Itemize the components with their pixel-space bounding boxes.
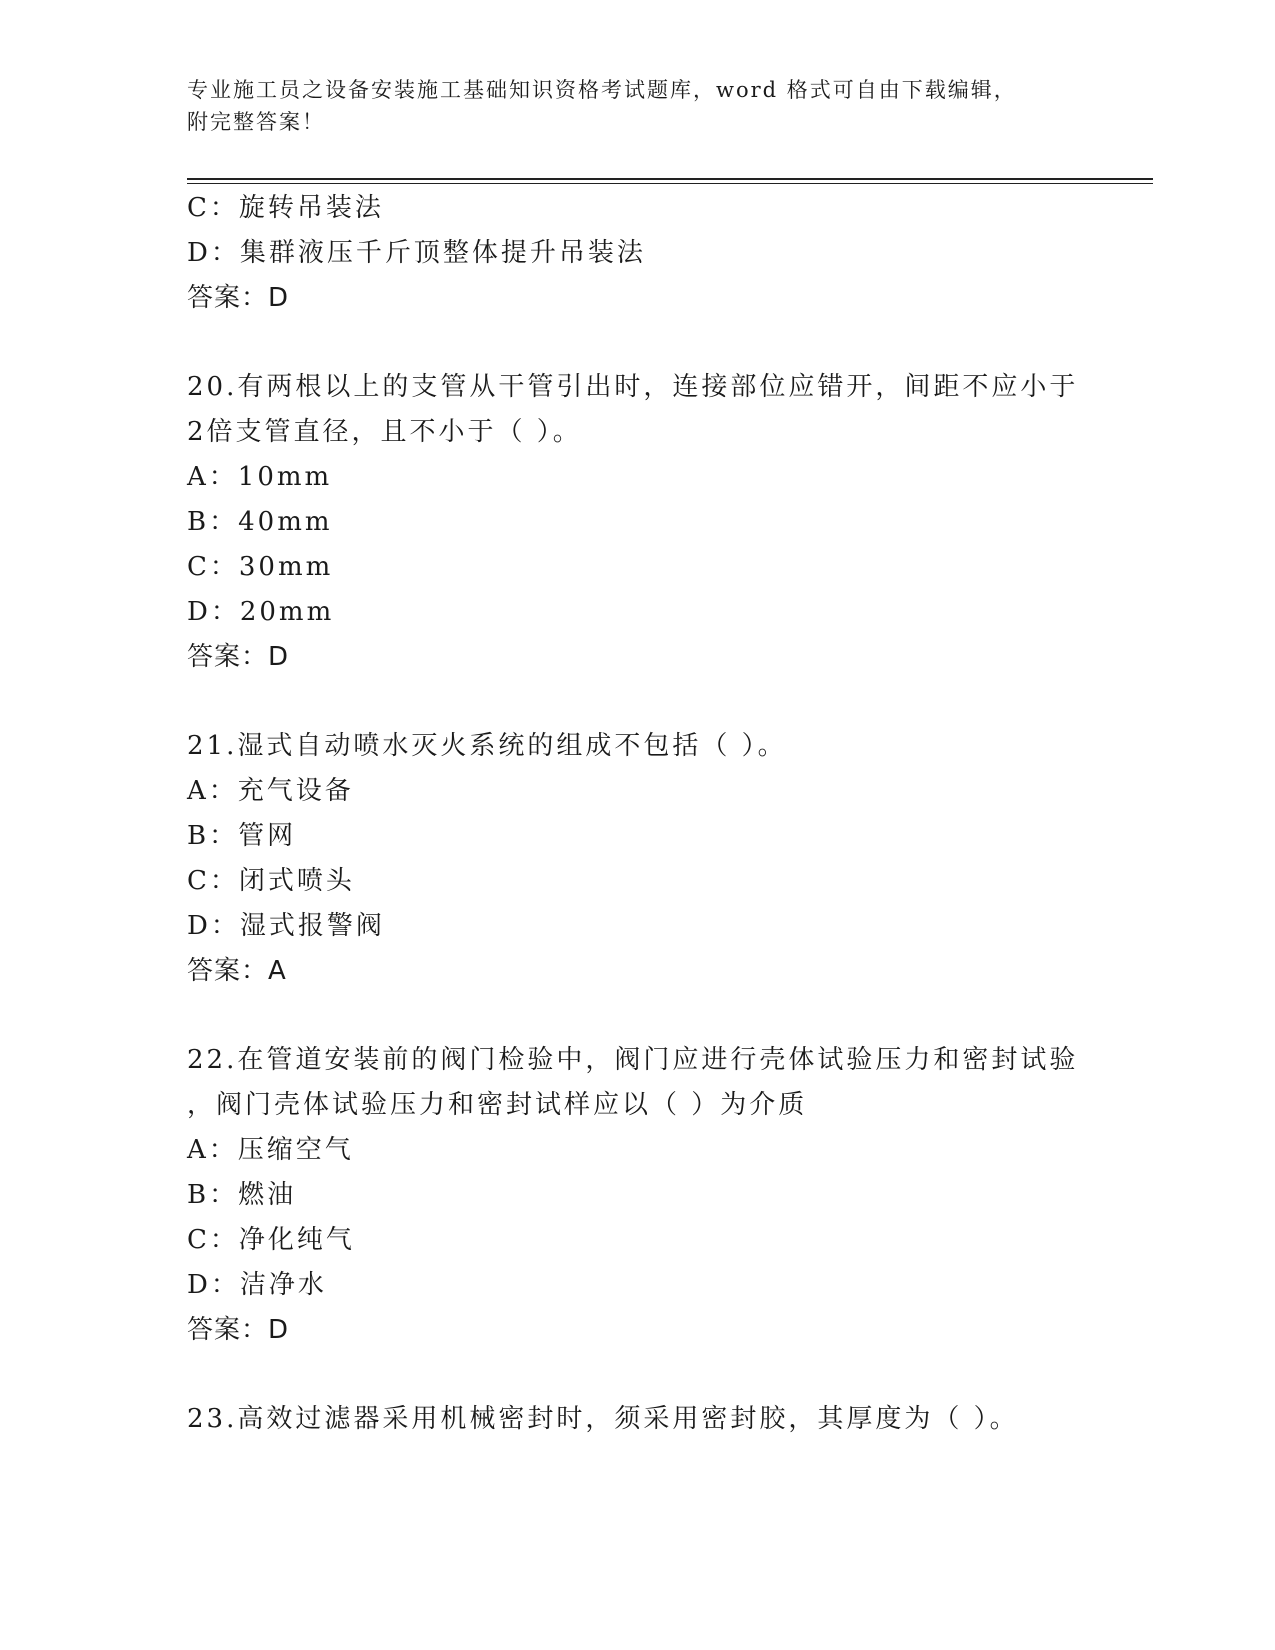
option-a: A：充气设备 <box>187 776 354 806</box>
option-c: C：旋转吊装法 <box>187 193 384 223</box>
answer-line: 答案：D <box>187 642 290 672</box>
option-c: C：净化纯气 <box>187 1225 355 1255</box>
question-stem-continued: ，阀门壳体试验压力和密封试样应以（ ）为介质 <box>187 1090 808 1120</box>
document-header <box>187 74 1087 138</box>
header-divider-thin <box>187 183 1153 184</box>
option-d: D：洁净水 <box>187 1270 327 1300</box>
option-c: C：30mm <box>187 552 334 582</box>
option-b: B：管网 <box>187 821 297 851</box>
answer-line: 答案：A <box>187 956 287 986</box>
option-c: C：闭式喷头 <box>187 866 355 896</box>
header-line-1: 专业施工员之设备安装施工基础知识资格考试题库，word 格式可自由下载编辑， <box>187 78 1017 102</box>
answer-line: 答案：D <box>187 283 290 313</box>
question-stem: 20.有两根以上的支管从干管引出时，连接部位应错开，间距不应小于 <box>187 372 1079 402</box>
answer-line: 答案：D <box>187 1315 290 1345</box>
option-b: B：燃油 <box>187 1180 297 1210</box>
question-stem-continued: 2倍支管直径，且不小于（ ）。 <box>187 417 582 447</box>
option-a: A：10mm <box>187 462 333 492</box>
option-b: B：40mm <box>187 507 333 537</box>
header-line-2: 附完整答案！ <box>187 110 325 134</box>
option-a: A：压缩空气 <box>187 1135 354 1165</box>
question-stem: 23.高效过滤器采用机械密封时，须采用密封胶，其厚度为（ ）。 <box>187 1404 1019 1434</box>
option-d: D：集群液压千斤顶整体提升吊装法 <box>187 238 646 268</box>
option-d: D：20mm <box>187 597 335 627</box>
question-stem: 22.在管道安装前的阀门检验中，阀门应进行壳体试验压力和密封试验 <box>187 1045 1079 1075</box>
question-stem: 21.湿式自动喷水灭火系统的组成不包括（ ）。 <box>187 731 787 761</box>
option-d: D：湿式报警阀 <box>187 911 385 941</box>
header-divider-thick <box>187 178 1153 180</box>
